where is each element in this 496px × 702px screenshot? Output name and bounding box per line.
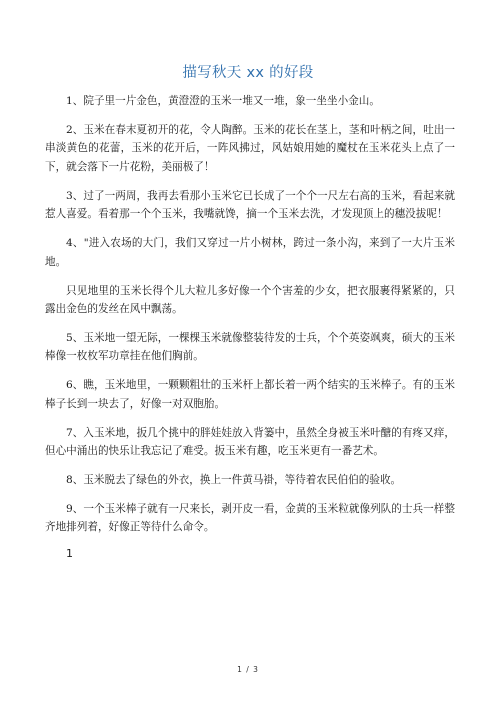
document-body (45, 92, 455, 560)
paragraph: 7、入玉米地，扳几个挑中的胖娃娃放入背篓中，虽然全身被玉米叶醣的有疼又痒，但心中涌出的快乐让我忘记了难受。扳玉米有趣，吃玉米更有一番艺术。 (45, 426, 455, 458)
page-footer: 1 / 3 (237, 665, 259, 674)
document-title: 描写秋天 xx 的好段 (182, 65, 314, 81)
inline-page-number: 1 (66, 547, 73, 561)
paragraph: 9、一个玉米棒子就有一尺来长，剥开皮一看，金黄的玉米粒就像列队的士兵一样整齐地排列着，好像正等待什么命令。 (45, 502, 455, 534)
paragraph: 只见地里的玉米长得个儿大粒儿多好像一个个害羞的少女，把衣服裹得紧紧的，只露出金色的发丝在风中飘荡。 (45, 284, 455, 316)
paragraph: 5、玉米地一望无际，一棵棵玉米就像整装待发的士兵，个个英姿飒爽，硕大的玉米棒像一枚枚军功章挂在他们胸前。 (45, 331, 455, 363)
paragraph: 4、"进入农场的大门，我们又穿过一片小树林，跨过一条小沟，来到了一大片玉米地。 (45, 237, 455, 268)
paragraph: 6、瞧，玉米地里，一颗颗粗壮的玉米杆上都长着一两个结实的玉米棒子。有的玉米棒子长到一块去了，好像一对双胞胎。 (45, 379, 455, 410)
paragraph: 8、玉米脱去了绿色的外衣，换上一件黄马褂，等待着农民伯伯的验收。 (66, 474, 402, 486)
paragraph: 3、过了一两周，我再去看那小玉米它已长成了一个个一尺左右高的玉米，看起来就惹人喜爱。看着那一个个玉米，我嘴就馋，摘一个玉米去洗，才发现顶上的穗没拔呢！ (45, 189, 455, 221)
paragraph: 1、院子里一片金色，黄澄澄的玉米一堆又一堆，象一坐坐小金山。 (66, 95, 380, 107)
paragraph: 2、玉米在春末夏初开的花，令人陶醉。玉米的花长在茎上，茎和叶柄之间，吐出一串淡黄色的花蕾，玉米的花开后，一阵风拂过，风姑娘用她的魔杖在玉米花头上点了一下，就会落下一片花粉，美丽极了！ (45, 123, 455, 173)
